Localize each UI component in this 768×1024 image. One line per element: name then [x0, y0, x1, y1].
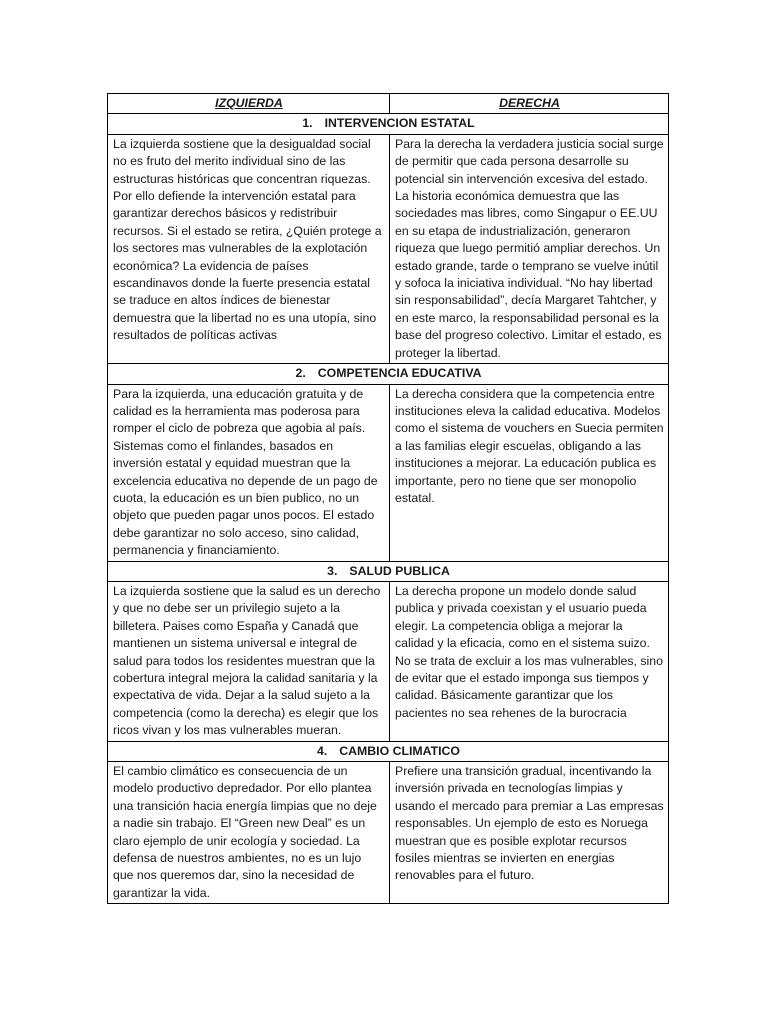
right-cell: La derecha propone un modelo donde salud publica y privada coexistan y el usuario pueda elegir. La competencia obliga a mejorar la calidad y la eficacia, como en el sistema suizo. No se trata de excluir a los mas vulnerables, sino de evitar que el estado imponga sus tiempos y calidad. Básicamente garantizar que los pacientes no sea rehenes de la burocracia — [390, 581, 669, 741]
left-cell: La izquierda sostiene que la desigualdad social no es fruto del merito individual sino de las estructuras históricas que concentran riquezas. Por ello defiende la intervención estatal para garantizar derechos básicos y redistribuir recursos. Si el estado se retira, ¿Quién protege a los sectores mas vulnerables de la explotación económica? La evidencia de países escandinavos donde la fuerte presencia estatal se traduce en altos índices de bienestar demuestra que la libertad no es una utopía, sino resultados de políticas activas — [108, 134, 390, 363]
section-title-text: CAMBIO CLIMATICO — [339, 743, 460, 758]
section-number: 2. — [295, 366, 306, 381]
section-title-2 — [108, 364, 669, 384]
comparison-table — [107, 93, 669, 904]
content-row — [108, 581, 669, 741]
section-title-3 — [108, 561, 669, 581]
section-title-4 — [108, 741, 669, 761]
right-cell: Para la derecha la verdadera justicia social surge de permitir que cada persona desarrolle su potencial sin intervención excesiva del estado. La historia económica demuestra que las sociedades mas libres, como Singapur o EE.UU en su etapa de industrialización, generaron riqueza que luego permitió ampliar derechos. Un estado grande, tarde o temprano se vuelve inútil y sofoca la iniciativa individual. “No hay libertad sin responsabilidad”, decía Margaret Tahtcher, y en este marco, la responsabilidad personal es la base del progreso colectivo. Limitar el estado, es proteger la libertad. — [390, 134, 669, 363]
section-row — [108, 561, 669, 581]
left-cell: El cambio climático es consecuencia de un modelo productivo depredador. Por ello plantea una transición hacia energía limpias que no deje a nadie sin trabajo. El “Green new Deal” es un claro ejemplo de unir ecología y sociedad. La defensa de nuestros ambientes, no es un lujo que nos queremos dar, sino la necesidad de garantizar la vida. — [108, 762, 390, 904]
section-number: 3. — [327, 563, 338, 578]
left-cell: Para la izquierda, una educación gratuita y de calidad es la herramienta mas poderosa para romper el ciclo de pobreza que agobia al país. Sistemas como el finlandes, basados en inversión estatal y equidad muestran que la excelencia educativa no depende de un pago de cuota, la educación es un bien publico, no un objeto que pueden pagar unos pocos. El estado debe garantizar no solo acceso, sino calidad, permanencia y financiamiento. — [108, 384, 390, 561]
right-cell: Prefiere una transición gradual, incentivando la inversión privada en tecnologías limpias y usando el mercado para premiar a Las empresas responsables. Un ejemplo de esto es Noruega muestran que es posible explotar recursos fosiles mientras se invierten en energias renovables para el futuro. — [390, 762, 669, 904]
content-row — [108, 762, 669, 904]
section-title-text: SALUD PUBLICA — [349, 563, 450, 578]
left-cell: La izquierda sostiene que la salud es un derecho y que no debe ser un privilegio sujeto a la billetera. Paises como España y Canadá que mantienen un sistema universal e integral de salud para todos los residentes muestran que la cobertura integral mejora la calidad sanitaria y la expectativa de vida. Dejar a la salud sujeto a la competencia (como la derecha) es elegir que los ricos vivan y los mas vulnerables mueran. — [108, 581, 390, 741]
section-row — [108, 114, 669, 134]
content-row — [108, 134, 669, 363]
section-row — [108, 741, 669, 761]
header-right: DERECHA — [390, 94, 669, 114]
header-row — [108, 94, 669, 114]
section-title-1 — [108, 114, 669, 134]
section-number: 4. — [317, 743, 328, 758]
section-title-text: INTERVENCION ESTATAL — [324, 116, 475, 131]
content-row — [108, 384, 669, 561]
header-left: IZQUIERDA — [108, 94, 390, 114]
section-title-text: COMPETENCIA EDUCATIVA — [317, 366, 482, 381]
section-row — [108, 364, 669, 384]
section-number: 1. — [302, 116, 313, 131]
right-cell: La derecha considera que la competencia entre instituciones eleva la calidad educativa. Modelos como el sistema de vouchers en Suecia permiten a las familias elegir escuelas, obligando a las instituciones a mejorar. La educación publica es importante, pero no tiene que ser monopolio estatal. — [390, 384, 669, 561]
